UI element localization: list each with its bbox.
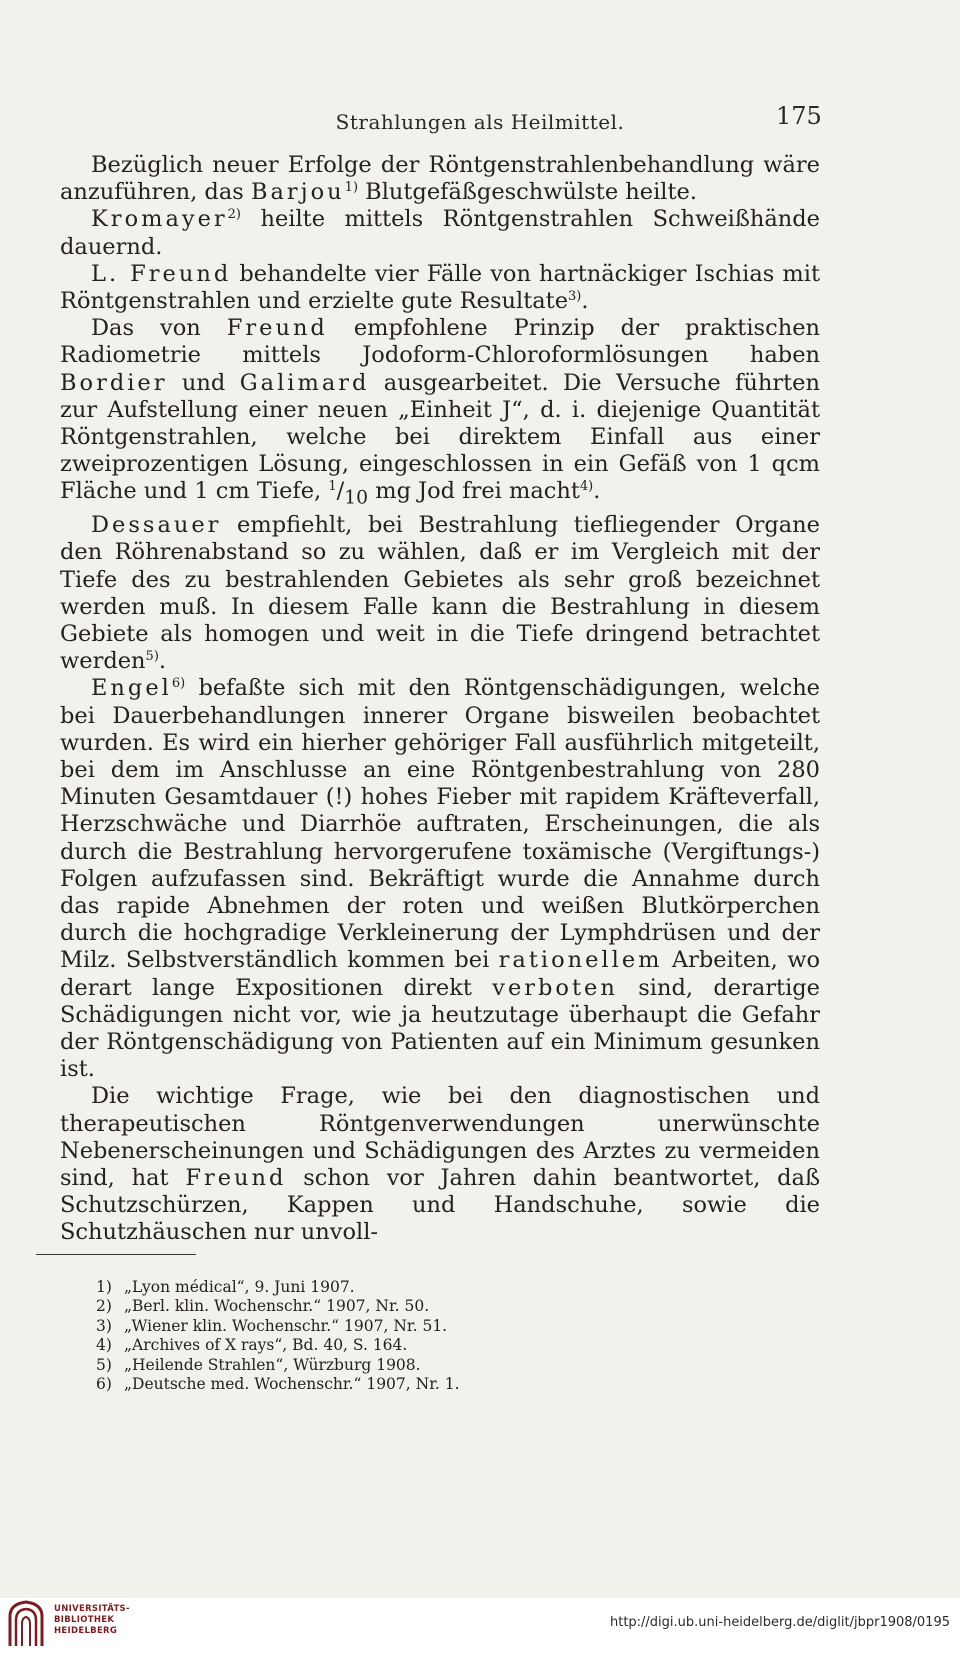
footnote-text: „Berl. klin. Wochenschr.“ 1907, Nr. 50. [124,1297,430,1316]
footnote [96,1356,696,1375]
text-run: . [593,478,601,505]
footnote-ref: 2) [227,207,241,223]
text-run: empfohlene Prinzip der praktischen Radiometrie mittels Jodoform-Chloroformlösungen haben [60,315,820,369]
page-number: 175 [776,102,822,130]
footnote-divider [36,1254,196,1255]
footnote-text: „Deutsche med. Wochenschr.“ 1907, Nr. 1. [124,1375,460,1394]
text-run: Blutgefäßgeschwülste heilte. [358,179,697,206]
author-name: Barjou [250,179,345,206]
paragraph-radiometrie: Das von Freund empfohlene Prinzip der praktischen Radiometrie mittels Jodoform-Chloroformlösungen haben Bordier und Galimard ausgearbeitet. Die Versuche führten zur Aufstellung einer neuen „Einheit J“, d. i. diejenige Quantität Röntgenstrahlen, welche bei direktem Einfall aus einer zweiprozentigen Lösung, eingeschlossen in ein Gefäß von 1 qcm Fläche und 1 cm Tiefe, $^1/_{10}$ mg Jod frei macht$^{4)}$. [60,315,820,509]
text-run: schon vor Jahren dahin beantwortet, daß Schutzschürzen, Kappen und Handschuhe, sowie die Schutzhäuschen nur unvoll- [60,1165,820,1246]
text-run: empfiehlt, bei Bestrahlung tiefliegender Organe den Röhrenabstand so zu wählen, daß er im Vergleich mit der Tiefe des zu bestrahlenden Gebietes als sehr groß bezeichnet werden muß. In diesem Falle kann die Bestrahlung in diesem Gebiete als homogen und weit in die Tiefe dringend betrachtet werden [60,512,820,675]
text-run: behandelte vier Fälle von hartnäckiger Ischias mit Röntgenstrahlen und erzielte gute Resultate [60,260,820,315]
paragraph-dessauer [60,512,820,675]
footnote-text: „Archives of X rays“, Bd. 40, S. 164. [124,1336,408,1355]
text-run: und [167,369,240,396]
text-run: befaßte sich mit den Röntgenschädigungen, welche bei Dauerbehandlungen innerer Organe bisweilen beobachtet wurden. Es wird ein hierher gehöriger Fall ausführlich mitgeteilt, bei dem im Anschlusse an eine Röntgenbestrahlung von 280 Minuten Gesamtdauer (!) hohes Fieber mit rapidem Kräfteverfall, Herzschwäche und Diarrhöe auftraten, Erscheinungen, die als durch die Bestrahlung hervorgerufene toxämische (Vergiftungs-) Folgen aufzufassen sind. Bekräftigt wurde die Annahme durch das rapide Abnehmen der roten und weißen Blutkörperchen durch die hochgradige Verkleinerung der Lymphdrüsen und der Milz. Selbstverständlich kommen bei [60,675,820,974]
footnote-text: „Wiener klin. Wochenschr.“ 1907, Nr. 51. [124,1316,448,1335]
footnote-marker: 6) [96,1375,112,1394]
logo-line: BIBLIOTHEK [54,1615,115,1625]
footnote-ref: 5) [145,649,159,665]
footnote [96,1317,696,1336]
footnote [96,1375,696,1394]
text-run: sind, derartige Schädigungen nicht vor, wie ja heutzutage überhaupt die Gefahr der Röntgenschädigung von Patienten auf ein Minimum gesunken ist. [60,974,820,1083]
fraction-denominator: 10 [344,487,369,509]
author-name: Freund [226,315,328,342]
author-name: Kromayer [91,206,228,233]
university-seal-icon [6,1598,46,1650]
running-title: Strahlungen als Heilmittel. [335,110,625,134]
source-url[interactable]: http://digi.ub.uni-heidelberg.de/diglit/jbpr1908/0195 [609,1615,950,1630]
text-run: . [581,288,589,315]
paragraph-freund-ischias [60,261,820,315]
footnote-text: „Lyon médical“, 9. Juni 1907. [124,1278,355,1296]
paragraph-engel [60,675,820,1083]
footnote-text: „Heilende Strahlen“, Würzburg 1908. [124,1355,421,1374]
footnote-ref: 1) [344,180,359,196]
text-run: ausgearbeitet. Die Versuche führten zur Aufstellung einer neuen „Einheit J“, d. i. diejenige Quantität Röntgenstrahlen, welche bei direktem Einfall aus einer zweiprozentigen Lösung, eingeschlossen in ein Gefäß von 1 qcm Fläche und 1 cm Tiefe, [60,369,820,505]
footnote-marker: 2) [96,1297,112,1316]
text-run: . [158,648,167,675]
body-text [60,152,820,1247]
footnote-ref: 4) [579,479,594,495]
library-logo-text [54,1604,130,1637]
footnote-marker: 5) [96,1355,112,1374]
footnote-marker: 4) [96,1336,112,1355]
author-name: L. Freund [91,260,232,287]
logo-line: UNIVERSITÄTS- [54,1604,130,1614]
fraction-numerator: 1 [328,479,337,495]
text-run: Das von [91,315,227,342]
author-name: Galimard [239,369,370,396]
text-run: heilte mittels Röntgenstrahlen Schweißhände dauernd. [60,206,820,260]
footnote-ref: 3) [568,289,582,305]
logo-line: HEIDELBERG [54,1626,118,1636]
author-name: Dessauer [91,512,222,539]
text-run: mg Jod frei macht [368,478,580,505]
footnote [96,1278,696,1297]
page-header [0,98,960,138]
paragraph-barjou [60,152,820,206]
text-run: Bezüglich neuer Erfolge der Röntgenstrahlenbehandlung wäre anzuführen, das [60,152,820,206]
text-run: Arbeiten, wo derart lange Expositionen direkt [60,947,820,1001]
emphasis: rationellem [498,947,663,974]
paragraph-schutz [60,1083,820,1246]
footnote-ref: 6) [171,676,186,692]
digitization-footer [0,1598,960,1656]
text-run: Die wichtige Frage, wie bei den diagnostischen und therapeutischen Röntgenverwendungen unerwünschte Nebenerscheinungen und Schädigungen des Arztes zu vermeiden sind, hat [60,1083,820,1192]
author-name: Freund [185,1165,287,1192]
author-name: Engel [91,675,172,702]
footnote-marker: 1) [96,1278,112,1296]
footnotes [96,1278,696,1394]
emphasis: verboten [492,974,618,1001]
footnote-marker: 3) [96,1316,112,1335]
footnote [96,1336,696,1355]
footnote [96,1297,696,1316]
paragraph-kromayer [60,206,820,260]
author-name: Bordier [60,369,168,396]
